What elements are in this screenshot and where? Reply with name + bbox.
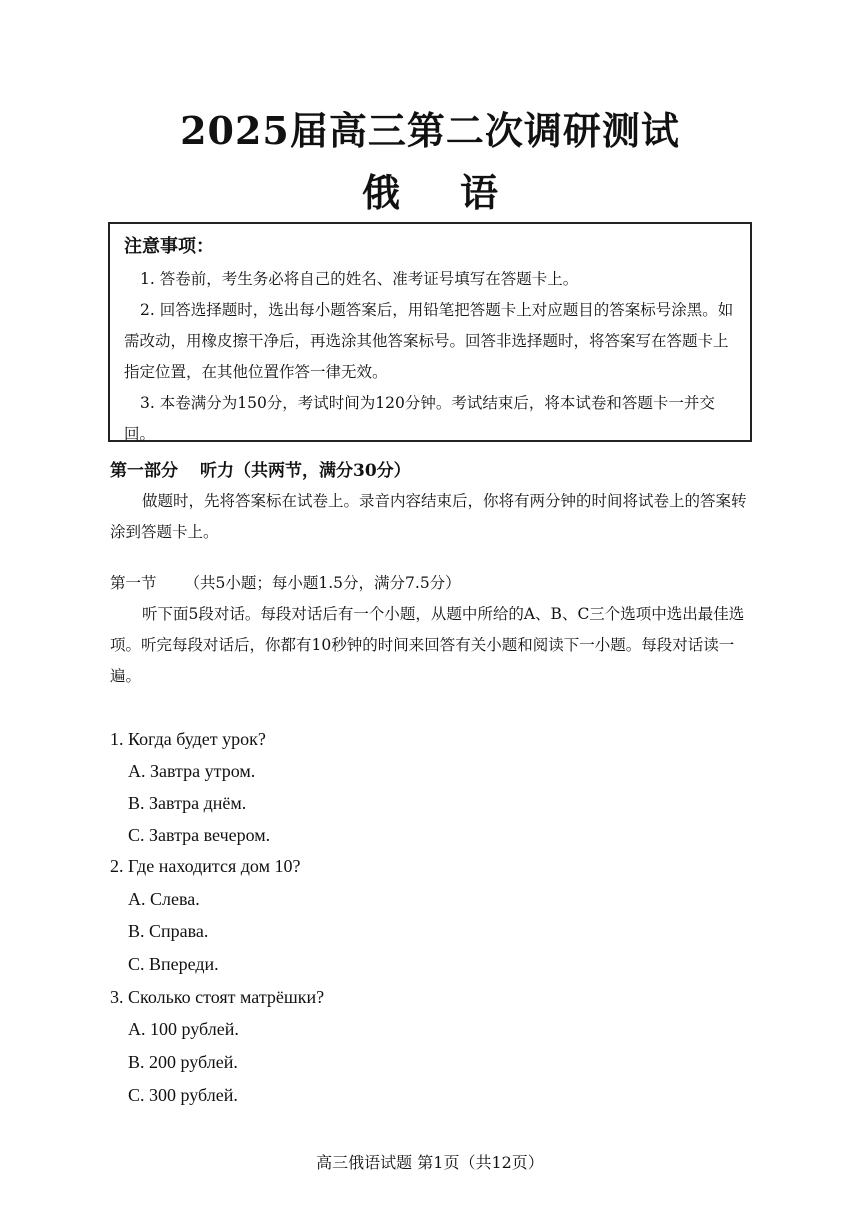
question-2-option-a: A. Слева.: [128, 889, 200, 909]
page-footer: 高三俄语试题 第1页（共12页）: [316, 1153, 544, 1172]
section1-title: 第一节: [110, 574, 157, 592]
question-1-option-b: B. Завтра днём.: [128, 793, 247, 813]
part1-subtitle: 听力（共两节，满分30分）: [200, 461, 411, 481]
question-1-option-a: A. Завтра утром.: [128, 761, 256, 781]
section1-scoring: （共5小题；每小题1.5分，满分7.5分）: [184, 574, 461, 592]
notice-box: [108, 222, 752, 442]
notice-item-3: 3. 本卷满分为150分，考试时间为120分钟。考试结束后，将本试卷和答题卡一并交回。: [124, 394, 715, 443]
section1-instruction: 听下面5段对话。每段对话后有一个小题，从题中所给的A、B、C三个选项中选出最佳选项。听完每段对话后，你都有10秒钟的时间来回答有关小题和阅读下一小题。每段对话读一遍。: [110, 605, 745, 685]
question-3-option-b: B. 200 рублей.: [128, 1052, 238, 1072]
section1-heading: [110, 570, 760, 596]
question-2-option-c: C. Впереди.: [128, 954, 219, 974]
part1-title: 第一部分: [110, 461, 178, 481]
part1-heading: [110, 458, 760, 484]
question-1-option-c: C. Завтра вечером.: [128, 825, 271, 845]
notice-item-2: 2. 回答选择题时，选出每小题答案后，用铅笔把答题卡上对应题目的答案标号涂黑。如需改动，用橡皮擦干净后，再选涂其他答案标号。回答非选择题时，将答案写在答题卡上指定位置，在其他位置作答一律无效。: [124, 301, 734, 381]
notice-heading: 注意事项：: [124, 236, 214, 257]
question-2-option-b: B. Справа.: [128, 921, 209, 941]
subject-title: 俄语: [361, 170, 558, 215]
question-3-option-a: A. 100 рублей.: [128, 1019, 239, 1039]
question-1-stem: 1. Когда будет урок?: [110, 729, 266, 749]
notice-item-1: 1. 答卷前，考生务必将自己的姓名、准考证号填写在答题卡上。: [140, 270, 579, 288]
question-3-stem: 3. Сколько стоят матрёшки?: [110, 987, 325, 1007]
question-2-stem: 2. Где находится дом 10?: [110, 856, 301, 876]
part1-instruction: 做题时，先将答案标在试卷上。录音内容结束后，你将有两分钟的时间将试卷上的答案转涂到答题卡上。: [110, 492, 747, 541]
question-3-option-c: C. 300 рублей.: [128, 1085, 238, 1105]
exam-title: 2025届高三第二次调研测试: [180, 108, 680, 153]
